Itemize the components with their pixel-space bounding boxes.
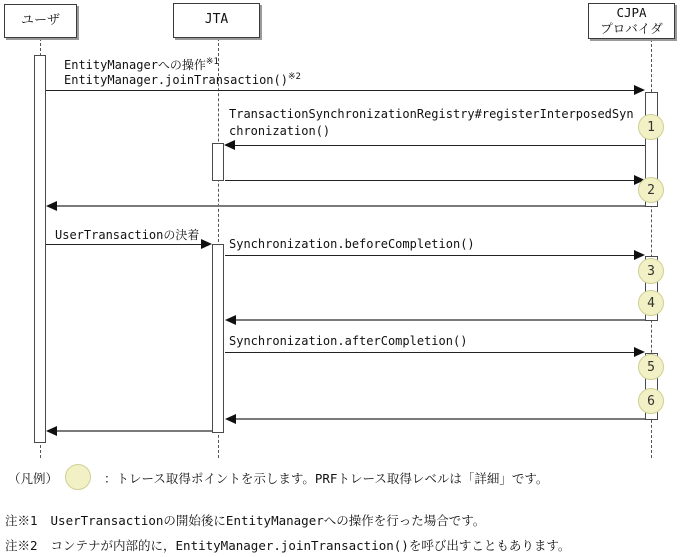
legend-text: ：トレース取得ポイントを示します。PRFトレース取得レベルは「詳細」です。 — [104, 471, 549, 486]
actor-box-cjpa-provider — [588, 3, 675, 39]
arrowhead-right-icon — [634, 85, 645, 95]
message-label-beforecompletion: Synchronization.beforeCompletion() — [229, 237, 475, 251]
message-line-final-return-to-user — [57, 430, 212, 432]
message-line-return-to-user — [57, 205, 645, 207]
message-line-aftercompletion — [225, 352, 634, 353]
actor-box-user — [4, 4, 77, 38]
trace-point-4: 4 — [638, 290, 664, 316]
message-label-jointransaction: EntityManager.joinTransaction()$^{※2}$ — [64, 72, 301, 87]
trace-point-6: 6 — [638, 388, 664, 414]
footnote-2-marker: 注※2 — [5, 538, 38, 553]
activation-jta-2 — [212, 244, 224, 433]
arrowhead-left-icon — [225, 315, 236, 325]
arrowhead-left-icon — [46, 201, 57, 211]
message-line-jointransaction — [46, 90, 634, 91]
footnote-1-marker: 注※1 — [5, 513, 38, 528]
trace-point-3: 3 — [638, 258, 664, 284]
actor-label-cjpa-line2: プロバイダ — [600, 21, 663, 36]
arrowhead-left-icon — [225, 414, 236, 424]
arrowhead-right-icon — [201, 239, 212, 249]
message-line-beforecompletion-return — [236, 319, 645, 321]
message-line-aftercompletion-return — [236, 418, 645, 420]
actor-label-user: ユーザ — [20, 12, 60, 28]
arrowhead-left-icon — [224, 140, 235, 150]
message-line-beforecompletion — [225, 255, 634, 256]
trace-point-2: 2 — [638, 177, 664, 203]
trace-point-legend-icon — [65, 464, 91, 490]
footnote-1 — [5, 511, 485, 529]
activation-jta-1 — [212, 143, 224, 181]
message-label-register-interposed-line1: TransactionSynchronizationRegistry#registerInterposedSyn — [229, 107, 634, 121]
arrowhead-right-icon — [634, 250, 645, 260]
trace-point-1: 1 — [638, 114, 664, 140]
footnote-2 — [5, 536, 570, 554]
arrowhead-left-icon — [46, 426, 57, 436]
trace-point-5: 5 — [638, 354, 664, 380]
actor-label-jta: JTA — [204, 12, 229, 28]
footnote-1-text: UserTransactionの開始後にEntityManagerへの操作を行った場合です。 — [50, 513, 486, 528]
note-ref-1: ※1 — [205, 57, 219, 67]
activation-user — [34, 55, 46, 443]
message-line-register-interposed — [235, 145, 645, 146]
message-label-register-interposed-line2: chronization() — [229, 124, 331, 138]
footnote-2-text: コンテナが内部的に，EntityManager.joinTransaction()を呼び出すこともあります。 — [50, 538, 571, 553]
legend-label: （凡例） — [8, 471, 59, 486]
message-label-entitymanager-op: EntityManagerへの操作$^{※1}$ — [64, 57, 219, 72]
message-label-usertransaction-settle: UserTransactionの決着 — [55, 228, 200, 242]
message-line-usertransaction-settle — [46, 244, 201, 245]
message-label-aftercompletion: Synchronization.afterCompletion() — [229, 334, 468, 348]
message-line-register-return — [225, 180, 634, 181]
actor-box-jta — [173, 3, 260, 38]
note-ref-2: ※2 — [287, 72, 301, 82]
actor-label-cjpa-line1: CJPA — [616, 5, 647, 21]
